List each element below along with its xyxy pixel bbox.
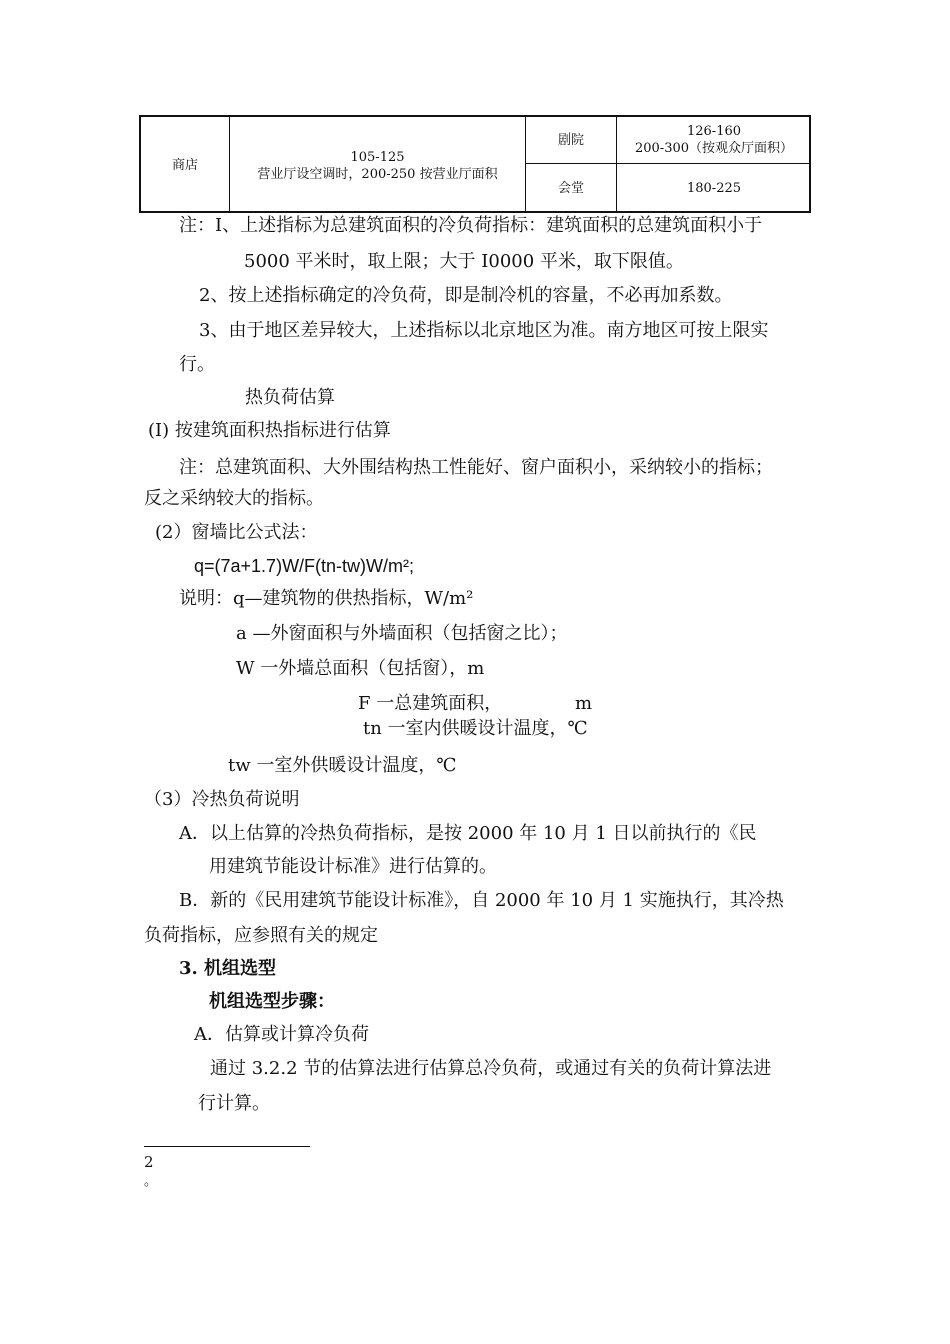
table-cell-shop-value-1: 105-125 (350, 150, 405, 165)
explain-b-line-1: B．新的《民用建筑节能设计标准》，自 2000 年 10 月 1 实施执行，其冷热 (179, 890, 784, 911)
step-a-description-line-1: 通过 3.2.2 节的估算法进行估算总冷负荷，或通过有关的负荷计算法进 (210, 1058, 772, 1079)
table-cell-hall-value: 180-225 (686, 181, 742, 196)
note-3-line-1: 3、由于地区差异较大，上述指标以北京地区为准。南方地区可按上限实 (199, 320, 769, 341)
footnote-divider (144, 1146, 310, 1147)
explain-b-line-2: 负荷指标，应参照有关的规定 (144, 925, 378, 946)
table-cell-hall-label: 会堂 (557, 181, 584, 196)
description-f: F 一总建筑面积， (358, 693, 503, 714)
section-title-heat-load: 热负荷估算 (245, 387, 335, 408)
note-3-line-2: 行。 (179, 354, 215, 375)
explain-a-line-2: 用建筑节能设计标准》进行估算的。 (209, 856, 497, 877)
description-tn: tn 一室内供暖设计温度，℃ (363, 718, 588, 739)
steps-title: 机组选型步骤： (209, 991, 335, 1012)
note-2: 2、按上述指标确定的冷负荷，即是制冷机的容量，不必再加系数。 (199, 285, 733, 306)
load-index-table (139, 115, 811, 213)
section-heading-unit-selection: 3. 机组选型 (179, 958, 277, 979)
step-a-description-line-2: 行计算。 (198, 1093, 270, 1114)
formula: q=(7a+1.7)W/F(tn-tw)W/m²; (194, 556, 415, 576)
table-cell-shop-label: 商店 (171, 158, 198, 173)
method-2-title: (2）窗墙比公式法： (155, 522, 318, 543)
note-1-line-1: 注：I、上述指标为总建筑面积的冷负荷指标：建筑面积的总建筑面积小于 (179, 215, 763, 236)
table-cell-theater-label: 剧院 (557, 133, 584, 148)
table-cell-theater-value-1: 126-160 (686, 124, 742, 139)
description-q: 说明：q—建筑物的供热指标，W/m² (179, 588, 474, 609)
explain-a-line-1: A．以上估算的冷热负荷指标，是按 2000 年 10 月 1 日以前执行的《民 (179, 823, 757, 844)
explain-title: （3）冷热负荷说明 (144, 789, 300, 810)
description-w: W 一外墙总面积（包括窗），m (236, 658, 485, 679)
method-1-note-line-2: 反之采纳较大的指标。 (144, 488, 324, 509)
table-cell-shop-value-2: 营业厅设空调时，200-250 按营业厅面积 (257, 167, 498, 182)
method-1-note-line-1: 注：总建筑面积、大外围结构热工性能好、窗户面积小，采纳较小的指标； (179, 457, 773, 478)
description-f-unit: m (575, 693, 593, 714)
footnote-mark: 。 (144, 1174, 158, 1189)
description-a: a —外窗面积与外墙面积（包括窗之比）； (236, 623, 568, 644)
table-cell-theater-value-2: 200-300（按观众厅面积） (634, 141, 794, 156)
footnote-number: 2 (144, 1153, 154, 1171)
description-tw: tw 一室外供暖设计温度，℃ (228, 755, 457, 776)
note-1-line-2: 5000 平米时，取上限；大于 I0000 平米，取下限值。 (244, 251, 684, 272)
step-a: A．估算或计算冷负荷 (194, 1024, 369, 1045)
method-1-title: (I) 按建筑面积热指标进行估算 (148, 420, 391, 441)
